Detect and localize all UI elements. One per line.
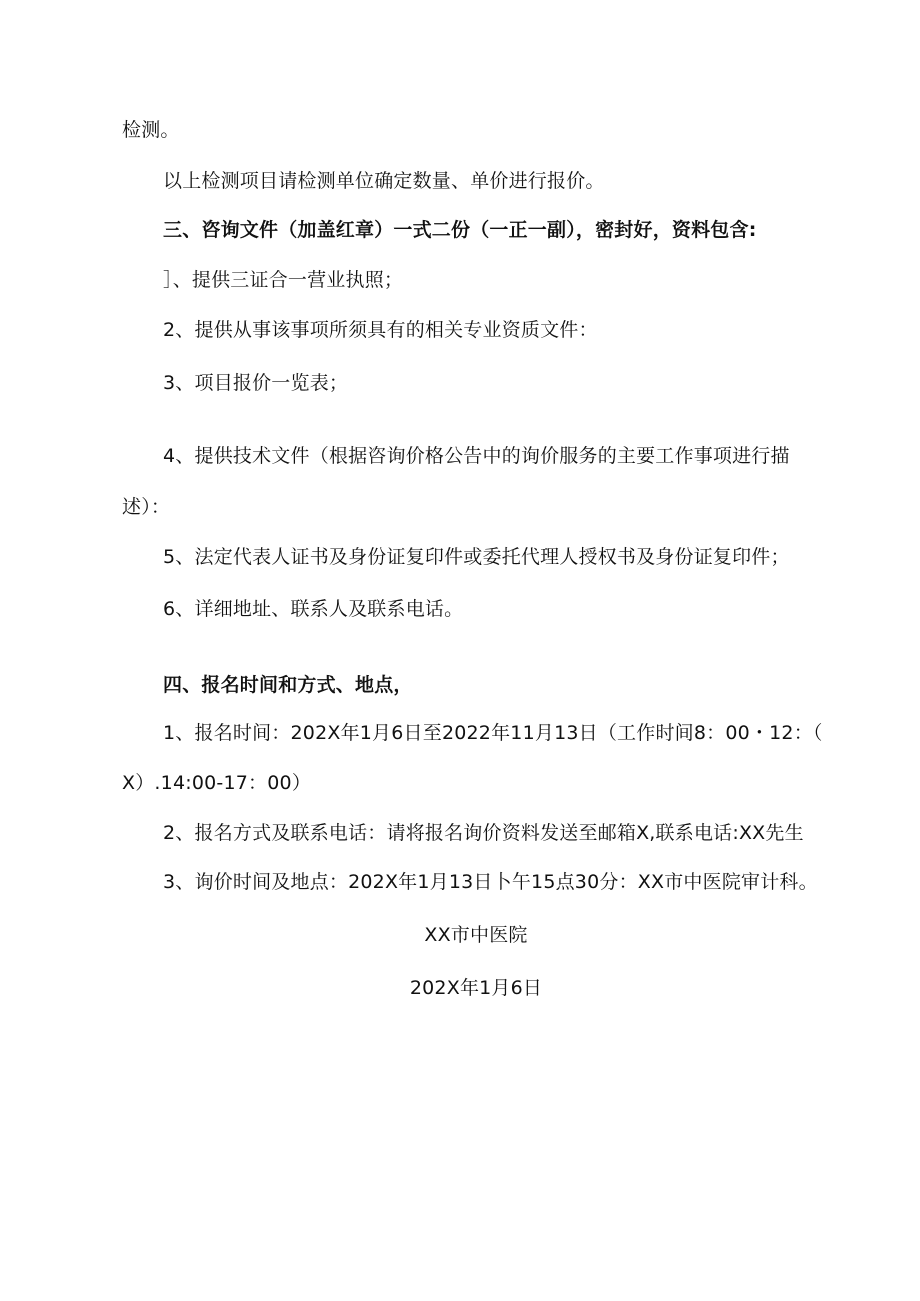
registration-method: 2、报名方式及联系电话：请将报名询价资料发送至邮箱X,联系电话:XX先生 [163,822,804,844]
registration-time-continuation: X）.14:00-17：00） [122,772,312,794]
registration-time: 1、报名时间：202X年1月6日至2022年11月13日（工作时间8：00・12：（ [163,722,823,744]
paragraph-continuation: 检测。 [122,119,180,141]
section-heading-four: 四、报名时间和方式、地点， [163,674,413,696]
section-heading-three: 三、咨询文件（加盖红章）一式二份（一正一副），密封好，资料包含: [163,219,757,241]
list-item-4: 4、提供技术文件（根据咨询价格公告中的询价服务的主要工作事项进行描 [163,445,790,467]
list-item-2: 2、提供从事该事项所须具有的相关专业资质文件： [163,319,598,341]
paragraph-quote-note: 以上检测项目请检测单位确定数量、单价进行报价。 [163,170,605,192]
issue-date: 202X年1月6日 [409,977,543,999]
inquiry-time-place: 3、询价时间及地点：202X年1月13日卜午15点30分：XX市中医院审计科。 [163,871,818,893]
list-item-1: ］、提供三证合一营业执照； [163,269,404,291]
issuer-name: XX市中医院 [424,924,528,946]
list-item-6: 6、详细地址、联系人及联系电话。 [163,598,464,620]
list-item-3: 3、项目报价一览表； [163,372,349,394]
list-item-5: 5、法定代表人证书及身份证复印件或委托代理人授权书及身份证复印件； [163,546,790,568]
list-item-4-continuation: 述）： [122,496,171,518]
